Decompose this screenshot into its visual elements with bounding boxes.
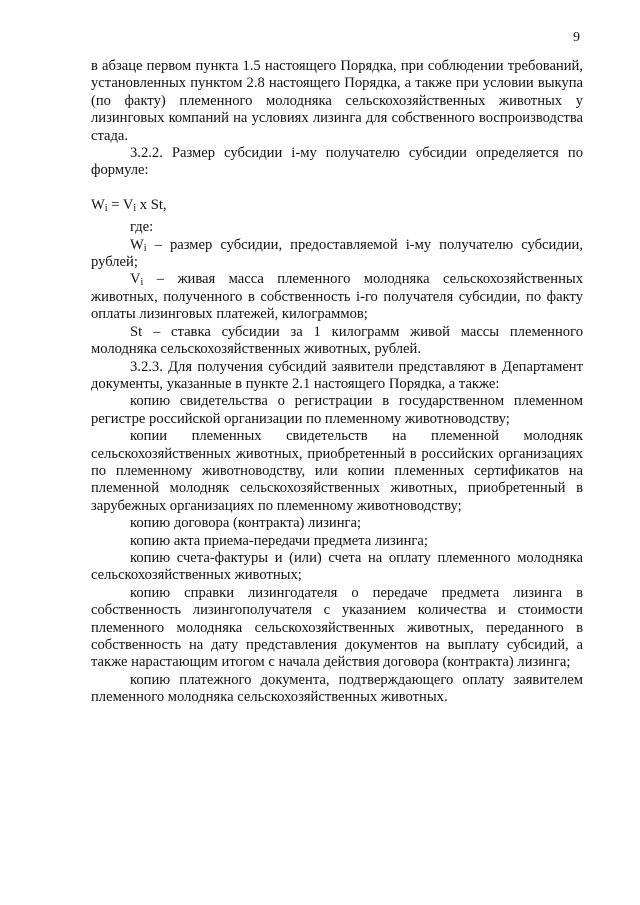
list-item: копии племенных свидетельств на племенной молодняк сельскохозяйственных животных, приобретенный в российских организациях по племенному животноводству, или копии племенных сертификатов на племенной молодняк сельскохозяйственных животных, приобретенный в зарубежных организациях по племенному животноводству;: [91, 428, 583, 514]
definition-v-index: i: [140, 277, 144, 289]
definition-w-index: i: [143, 242, 147, 254]
definition-st: St – ставка субсидии за 1 килограмм живой массы племенного молодняка сельскохозяйственных животных, рублей.: [91, 323, 583, 358]
formula-w: W: [91, 196, 105, 213]
list-item: копию справки лизингодателя о передаче предмета лизинга в собственность лизингополучателя с указанием количества и стоимости племенного молодняка сельскохозяйственных животных, переданного в собственность на дату представления документов на выплату субсидий, а также нарастающим итогом с начала действия договора (контракта) лизинга;: [91, 584, 583, 671]
definition-w-symbol: W: [130, 236, 144, 253]
list-item: копию договора (контракта) лизинга;: [130, 515, 362, 532]
document-body: [91, 58, 583, 707]
page-number: 9: [573, 30, 580, 45]
paragraph-3-2-3: 3.2.3. Для получения субсидий заявители представляют в Департамент документы, указанные в пункте 2.1 настоящего Порядка, а также:: [91, 358, 583, 392]
list-item: копию платежного документа, подтверждающего оплату заявителем племенного молодняка сельскохозяйственных животных.: [91, 671, 583, 706]
definition-v: [91, 271, 583, 323]
definition-v-symbol: V: [130, 271, 141, 288]
where-label: где:: [130, 219, 154, 236]
formula-w-index: i: [104, 202, 108, 214]
paragraph-3-2-2: 3.2.2. Размер субсидии i-му получателю субсидии определяется по формуле:: [91, 145, 583, 179]
list-item: копию свидетельства о регистрации в государственном племенном регистре российской организации по племенному животноводству;: [91, 393, 583, 427]
formula-equals: =: [107, 196, 123, 213]
subsidy-formula: [91, 197, 583, 214]
definition-w-text: – размер субсидии, предоставляемой i-му получателю субсидии, рублей;: [91, 236, 583, 271]
definition-w: [91, 237, 583, 272]
definition-v-text: – живая масса племенного молодняка сельскохозяйственных животных, полученного в собственность i-го получателя субсидии, по факту оплаты лизинговых платежей, килограммов;: [91, 271, 583, 323]
formula-v: V: [122, 196, 134, 213]
list-item: копию счета-фактуры и (или) счета на оплату племенного молодняка сельскохозяйственных животных;: [91, 549, 583, 584]
formula-rest: x St,: [136, 196, 167, 213]
paragraph-continuation: в абзаце первом пункта 1.5 настоящего Порядка, при соблюдении требований, установленных пунктом 2.8 настоящего Порядка, а также при условии выкупа (по факту) племенного молодняка сельскохозяйственных животных у лизинговых компаний на условиях лизинга для собственного воспроизводства стада.: [91, 58, 583, 144]
formula-v-index: i: [133, 202, 137, 214]
list-item: копию акта приема-передачи предмета лизинга;: [130, 532, 428, 549]
